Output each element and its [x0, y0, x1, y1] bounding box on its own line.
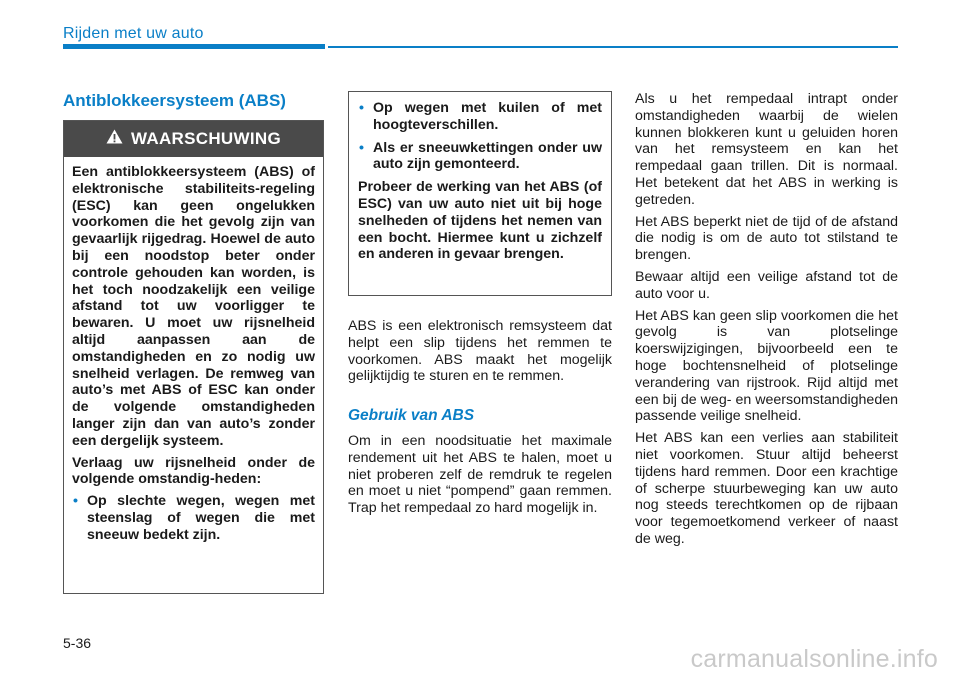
warning-box	[63, 120, 324, 594]
warning-label: WAARSCHUWING	[131, 129, 281, 148]
warning-paragraph: Verlaag uw rijsnelheid onder de volgende omstandig-heden:	[72, 454, 315, 488]
body-paragraph: Bewaar altijd een veilige afstand tot de auto voor u.	[635, 268, 898, 302]
page-number: 5-36	[63, 635, 92, 651]
header-rule	[328, 46, 898, 48]
bullet-dot-icon: •	[359, 100, 364, 116]
body-paragraph: Om in een noodsituatie het maximale rendement uit het ABS te halen, moet u niet proberen zelf de remdruk te regelen en moet u niet “pompend” gaan remmen. Trap het rempedaal zo hard mogelijk in.	[348, 432, 612, 517]
warning-header	[64, 121, 323, 157]
warning-bullet	[72, 493, 315, 543]
warning-bullet	[358, 140, 602, 174]
warning-paragraph: Probeer de werking van het ABS (of ESC) van uw auto niet uit bij hoge snelheden of tijdens het nemen van een bocht. Hiermee kunt u zichzelf en anderen in gevaar brengen.	[358, 179, 602, 263]
body-paragraph: Als u het rempedaal intrapt onder omstandigheden waarbij de wielen kunnen blokkeren kunt u geluiden horen van het remsysteem en kan het rempedaal gaan trillen. Dit is normaal. Het betekent dat het ABS in werking is getreden.	[635, 91, 898, 208]
column-3-text	[635, 91, 898, 553]
warning-continuation-box	[348, 91, 612, 296]
intro-paragraph: ABS is een elektronisch remsysteem dat helpt een slip tijdens het remmen te voorkomen. ABS maakt het mogelijk gelijktijdig te sturen en te remmen.	[348, 318, 612, 385]
bullet-dot-icon: •	[359, 139, 364, 156]
body-paragraph: Het ABS beperkt niet de tijd of de afstand die nodig is om de auto tot stilstand te brengen.	[635, 213, 898, 264]
column-2-text	[348, 318, 612, 517]
header-title: Rijden met uw auto	[63, 25, 204, 42]
bullet-dot-icon: •	[73, 493, 78, 510]
subheading: Gebruik van ABS	[348, 407, 475, 425]
warning-bullet-text: Als er sneeuwkettingen onder uw auto zijn gemonteerd.	[373, 139, 602, 173]
body-paragraph: Het ABS kan een verlies aan stabiliteit niet voorkomen. Stuur altijd beheerst tijdens hard remmen. Door een krachtige of scherpe stuurbeweging kan uw auto nog steeds terechtkomen op de rijbaan voor tegemoetkomend verkeer of naast de weg.	[635, 430, 898, 547]
page-title: Antiblokkeersysteem (ABS)	[63, 91, 286, 110]
warning-bullet-text: Op wegen met kuilen of met hoogteverschillen.	[373, 100, 602, 133]
warning-body	[64, 157, 323, 544]
watermark: carmanualsonline.info	[690, 645, 938, 673]
header-bar	[63, 44, 325, 49]
warning-paragraph: Een antiblokkeersysteem (ABS) of elektronische stabiliteits-regeling (ESC) kan geen ongelukken voorkomen die het gevolg zijn van gevaarlijk rijgedrag. Hoewel de auto bij een noodstop beter onder controle gehouden kan worden, is het toch noodzakelijk een veilige afstand tot uw voorligger te bewaren. U moet uw rijsnelheid altijd aanpassen aan de omstandigheden en zo nodig uw snelheid verlagen. De remweg van auto’s met ABS of ESC kan onder de volgende omstandigheden langer zijn dan van auto’s zonder een dergelijk systeem.	[72, 164, 315, 449]
warning-bullet	[358, 100, 602, 134]
warning-triangle-icon	[106, 129, 123, 149]
body-paragraph: Het ABS kan geen slip voorkomen die het gevolg is van plotselinge koerswijzigingen, bijvoorbeeld een te hoge bochtensnelheid of plotselinge verandering van rijstrook. Rijd altijd met een bij de weg- en weersomstandigheden passende veilige snelheid.	[635, 307, 898, 425]
warning-bullet-text: Op slechte wegen, wegen met steenslag of wegen die met sneeuw bedekt zijn.	[87, 493, 315, 543]
